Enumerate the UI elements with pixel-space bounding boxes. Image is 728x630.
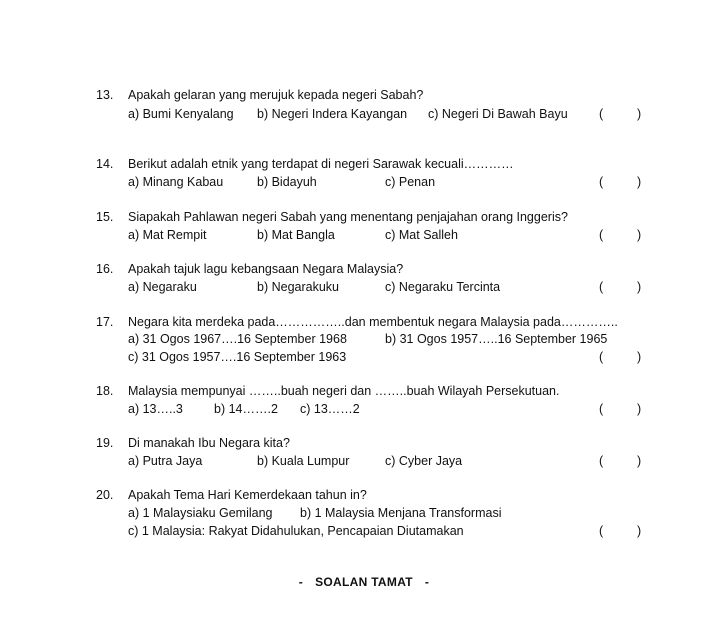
answer-bracket-close: ) xyxy=(637,175,642,189)
answer-bracket-open: ( xyxy=(599,524,604,538)
answer-bracket-close: ) xyxy=(637,107,642,121)
option-b: b) Negeri Indera Kayangan xyxy=(257,107,408,121)
question-text: Apakah tajuk lagu kebangsaan Negara Malaysia? xyxy=(128,262,404,276)
option-b: b) 14…….2 xyxy=(214,402,278,416)
option-c: c) Negeri Di Bawah Bayu xyxy=(428,107,568,121)
option-b: b) 1 Malaysia Menjana Transformasi xyxy=(300,506,502,520)
option-c: c) Mat Salleh xyxy=(385,228,458,242)
answer-bracket-close: ) xyxy=(637,402,642,416)
option-a: a) Bumi Kenyalang xyxy=(128,107,234,121)
footer-dash-left: - xyxy=(298,575,304,589)
option-a: a) Putra Jaya xyxy=(128,454,203,468)
option-c: c) Penan xyxy=(385,175,436,189)
question-number: 14. xyxy=(96,157,114,171)
option-c: c) 13……2 xyxy=(300,402,360,416)
question-text: Siapakah Pahlawan negeri Sabah yang menentang penjajahan orang Inggeris? xyxy=(128,210,568,224)
question-text: Negara kita merdeka pada……………..dan membentuk negara Malaysia pada………….. xyxy=(128,315,618,329)
question-number: 16. xyxy=(96,262,114,276)
answer-bracket-open: ( xyxy=(599,107,604,121)
option-b: b) Bidayuh xyxy=(257,175,317,189)
option-b: b) 31 Ogos 1957…..16 September 1965 xyxy=(385,332,608,346)
option-b: b) Negarakuku xyxy=(257,280,339,294)
end-of-questions-footer xyxy=(0,573,728,591)
option-a: a) Mat Rempit xyxy=(128,228,207,242)
option-a: a) 13…..3 xyxy=(128,402,183,416)
question-text: Apakah gelaran yang merujuk kepada negeri Sabah? xyxy=(128,88,424,102)
answer-bracket-close: ) xyxy=(637,454,642,468)
option-a: a) 1 Malaysiaku Gemilang xyxy=(128,506,273,520)
answer-bracket-close: ) xyxy=(637,228,642,242)
answer-bracket-open: ( xyxy=(599,454,604,468)
question-text: Apakah Tema Hari Kemerdekaan tahun in? xyxy=(128,488,367,502)
option-a: a) Minang Kabau xyxy=(128,175,224,189)
option-a: a) Negaraku xyxy=(128,280,197,294)
answer-bracket-close: ) xyxy=(637,280,642,294)
footer-dash-right: - xyxy=(424,575,430,589)
answer-bracket-open: ( xyxy=(599,228,604,242)
question-text: Di manakah Ibu Negara kita? xyxy=(128,436,290,450)
question-number: 19. xyxy=(96,436,114,450)
option-a: a) 31 Ogos 1967….16 September 1968 xyxy=(128,332,347,346)
answer-bracket-open: ( xyxy=(599,402,604,416)
question-number: 15. xyxy=(96,210,114,224)
option-c: c) Cyber Jaya xyxy=(385,454,463,468)
question-number: 20. xyxy=(96,488,114,502)
answer-bracket-open: ( xyxy=(599,280,604,294)
option-c: c) 1 Malaysia: Rakyat Didahulukan, Pencapaian Diutamakan xyxy=(128,524,464,538)
footer-text: SOALAN TAMAT xyxy=(315,575,413,589)
question-text: Berikut adalah etnik yang terdapat di negeri Sarawak kecuali………… xyxy=(128,157,514,171)
option-c: c) Negaraku Tercinta xyxy=(385,280,501,294)
option-b: b) Kuala Lumpur xyxy=(257,454,350,468)
answer-bracket-open: ( xyxy=(599,175,604,189)
question-number: 13. xyxy=(96,88,114,102)
question-number: 18. xyxy=(96,384,114,398)
question-number: 17. xyxy=(96,315,114,329)
answer-bracket-close: ) xyxy=(637,350,642,364)
question-text: Malaysia mempunyai ……..buah negeri dan ……..buah Wilayah Persekutuan. xyxy=(128,384,560,398)
answer-bracket-open: ( xyxy=(599,350,604,364)
answer-bracket-close: ) xyxy=(637,524,642,538)
option-b: b) Mat Bangla xyxy=(257,228,335,242)
option-c: c) 31 Ogos 1957….16 September 1963 xyxy=(128,350,347,364)
